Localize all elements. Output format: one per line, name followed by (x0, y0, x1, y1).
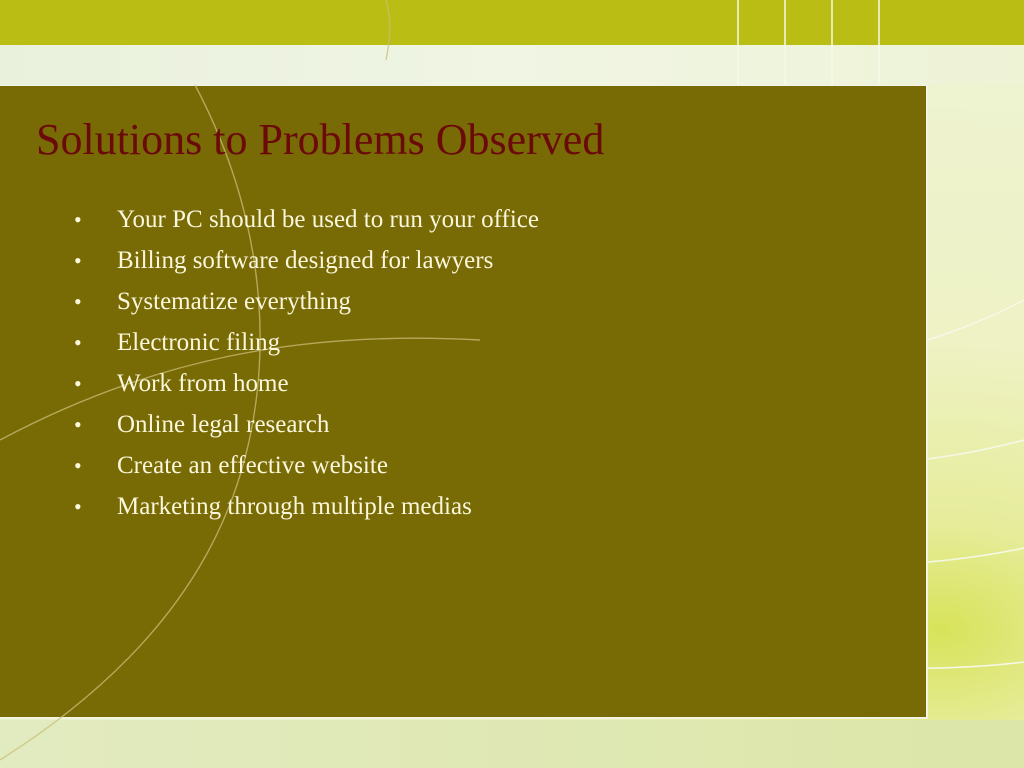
bullet-marker: • (74, 452, 82, 478)
bullet-item (74, 445, 539, 486)
bullet-item (74, 281, 539, 322)
bullet-text: Electronic filing (117, 328, 281, 356)
bullet-text: Online legal research (117, 410, 330, 438)
bullet-text: Marketing through multiple medias (117, 492, 472, 520)
bullet-item (74, 486, 539, 527)
bullet-marker: • (74, 411, 82, 437)
slide-title: Solutions to Problems Observed (36, 115, 605, 164)
bullet-marker: • (74, 329, 82, 355)
bullet-marker: • (74, 247, 82, 273)
bullet-marker: • (74, 288, 82, 314)
bullet-text: Billing software designed for lawyers (117, 246, 494, 274)
bullet-item (74, 363, 539, 404)
bullet-list (74, 199, 539, 527)
bullet-item (74, 404, 539, 445)
bullet-marker: • (74, 206, 82, 232)
bullet-text: Create an effective website (117, 451, 388, 479)
bullet-item (74, 322, 539, 363)
bullet-marker: • (74, 370, 82, 396)
bullet-text: Work from home (117, 369, 289, 397)
bullet-text: Your PC should be used to run your office (117, 205, 539, 233)
bullet-item (74, 240, 539, 281)
bullet-text: Systematize everything (117, 287, 351, 315)
bullet-item (74, 199, 539, 240)
bullet-marker: • (74, 493, 82, 519)
